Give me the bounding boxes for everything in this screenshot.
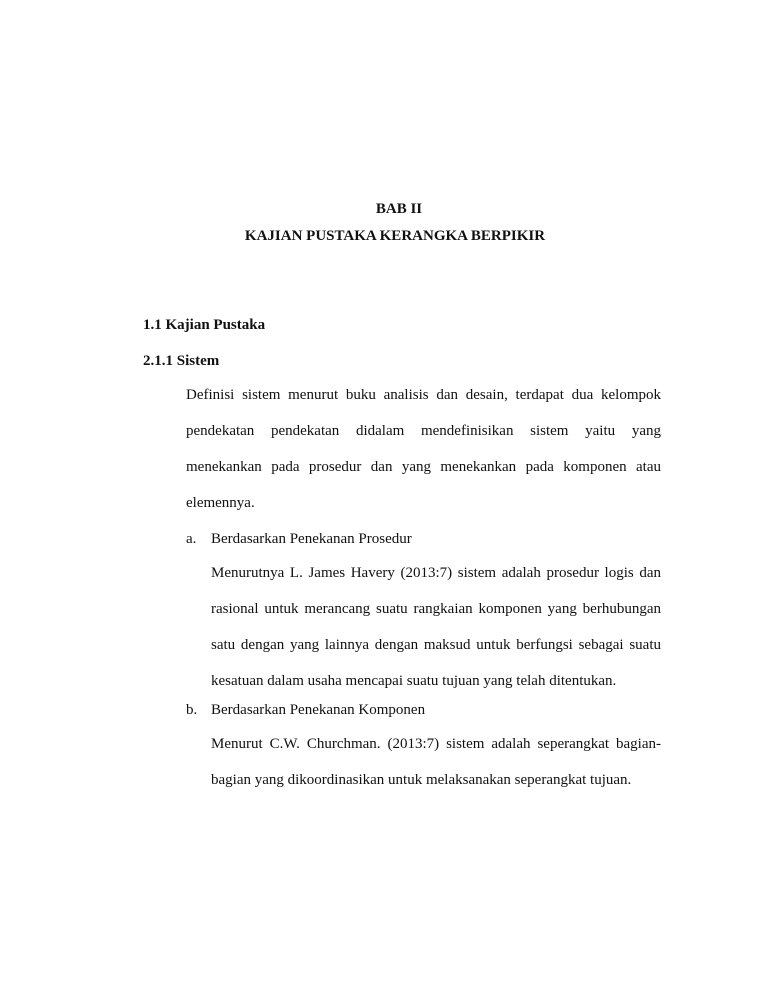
paragraph-line: elemennya. bbox=[186, 495, 255, 511]
list-item-label: Berdasarkan Penekanan Prosedur bbox=[211, 531, 412, 547]
list-marker: a. bbox=[186, 531, 197, 547]
paragraph-line: Menurutnya L. James Havery (2013:7) sistem adalah prosedur logis dan bbox=[211, 565, 661, 581]
paragraph-line: menekankan pada prosedur dan yang menekankan pada komponen atau bbox=[186, 459, 661, 475]
chapter-title: KAJIAN PUSTAKA KERANGKA BERPIKIR bbox=[244, 228, 546, 244]
section-heading-kajian-pustaka: 1.1 Kajian Pustaka bbox=[143, 317, 266, 333]
paragraph-line: Menurut C.W. Churchman. (2013:7) sistem adalah seperangkat bagian- bbox=[211, 736, 661, 752]
paragraph-line: bagian yang dikoordinasikan untuk melaksanakan seperangkat tujuan. bbox=[211, 772, 632, 788]
paragraph-line: satu dengan yang lainnya dengan maksud untuk berfungsi sebagai suatu bbox=[211, 637, 661, 653]
list-marker: b. bbox=[186, 702, 198, 718]
chapter-number: BAB II bbox=[375, 201, 423, 217]
list-item-label: Berdasarkan Penekanan Komponen bbox=[211, 702, 426, 718]
subsection-heading-sistem: 2.1.1 Sistem bbox=[143, 353, 220, 369]
paragraph-line: pendekatan pendekatan didalam mendefinisikan sistem yaitu yang bbox=[186, 423, 661, 439]
paragraph-line: Definisi sistem menurut buku analisis dan desain, terdapat dua kelompok bbox=[186, 387, 661, 403]
paragraph-line: kesatuan dalam usaha mencapai suatu tujuan yang telah ditentukan. bbox=[211, 673, 617, 689]
paragraph-line: rasional untuk merancang suatu rangkaian komponen yang berhubungan bbox=[211, 601, 661, 617]
